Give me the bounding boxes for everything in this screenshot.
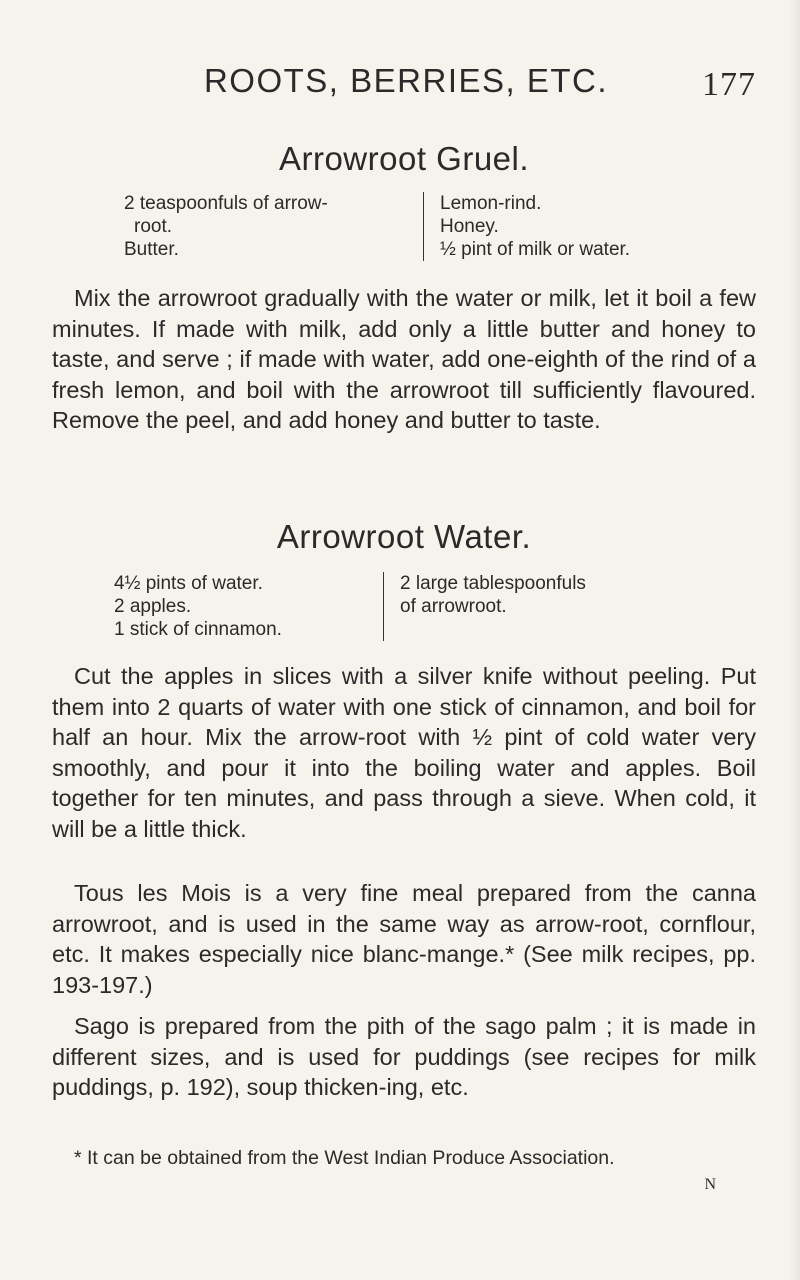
ingredient: 2 large tablespoonfuls — [400, 573, 586, 594]
page-number: 177 — [702, 66, 756, 103]
ingredient: 2 teaspoonfuls of arrow- — [124, 193, 328, 214]
ingredient: Lemon-rind. — [440, 193, 542, 214]
recipe-title: Arrowroot Gruel. — [278, 140, 530, 177]
body-paragraph: Sago is prepared from the pith of the sago palm ; it is made in different sizes, and is used for puddings (see recipes for milk puddings, p. 192), soup thicken-ing, etc. — [52, 1013, 756, 1100]
recipe-arrowroot-water — [52, 518, 756, 844]
ingredients-left-column — [124, 192, 424, 261]
footnote: * It can be obtained from the West Indian Produce Association. — [74, 1147, 615, 1169]
page-edge-shadow — [788, 0, 800, 1280]
recipe-instructions: Mix the arrowroot gradually with the water or milk, let it boil a few minutes. If made with milk, add only a little butter and honey to taste, and serve ; if made with water, add one-eighth of the rind of a fresh lemon, and boil with the arrowroot till sufficiently flavoured. Remove the peel, and add honey and butter to taste. — [52, 285, 756, 433]
signature-mark: N — [704, 1176, 716, 1193]
ingredients-left-column — [114, 572, 384, 641]
ingredients-right-column — [424, 192, 684, 261]
running-head — [52, 62, 760, 102]
ingredient: 4½ pints of water. — [114, 573, 263, 594]
ingredients-table — [114, 572, 694, 641]
ingredient: Butter. — [124, 239, 179, 260]
recipe-instructions: Cut the apples in slices with a silver knife without peeling. Put them into 2 quarts of water with one stick of cinnamon, and boil for half an hour. Mix the arrow-root with ½ pint of cold water very smoothly, and pour it into the boiling water and apples. Boil together for ten minutes, and pass through a sieve. When cold, it will be a little thick. — [52, 663, 756, 842]
ingredient: 1 stick of cinnamon. — [114, 619, 282, 640]
ingredient: ½ pint of milk or water. — [440, 239, 631, 260]
ingredient: root. — [134, 216, 173, 237]
body-paragraph: Tous les Mois is a very fine meal prepared from the canna arrowroot, and is used in the same way as arrow-root, cornflour, etc. It makes especially nice blanc-mange.* (See milk recipes, pp. 193-197.) — [52, 880, 756, 998]
recipe-arrowroot-gruel — [52, 140, 756, 436]
recipe-title: Arrowroot Water. — [276, 518, 532, 555]
ingredients-table — [124, 192, 684, 261]
ingredient: of arrowroot. — [400, 596, 507, 617]
ingredient: Honey. — [440, 216, 499, 237]
ingredient: 2 apples. — [114, 596, 192, 617]
signature-block — [52, 1176, 756, 1194]
paragraph-tous-les-mois — [52, 878, 756, 1000]
running-title: ROOTS, BERRIES, ETC. — [203, 62, 609, 99]
footnote-block — [52, 1146, 756, 1170]
ingredients-right-column — [384, 572, 694, 641]
paragraph-sago — [52, 1011, 756, 1103]
